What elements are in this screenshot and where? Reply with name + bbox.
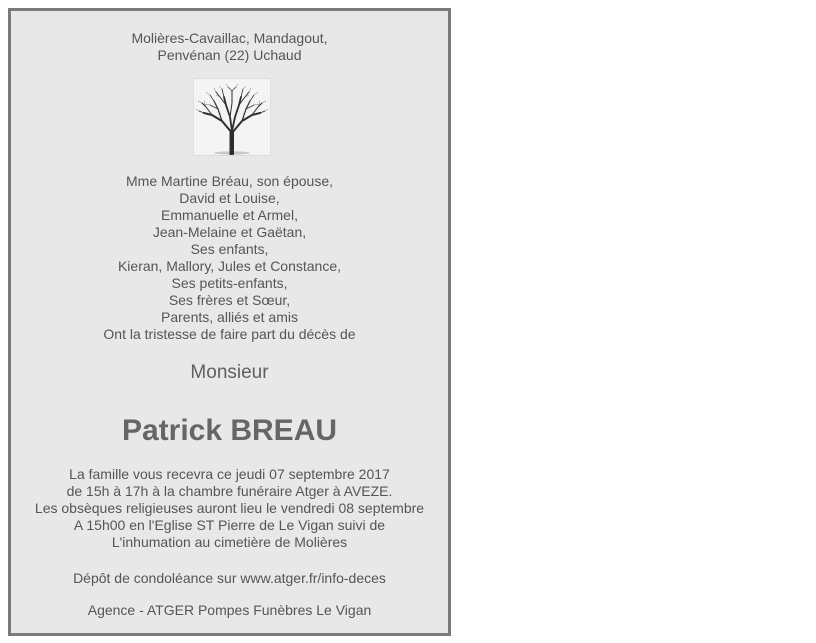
service-line: L'inhumation au cimetière de Molières <box>111 534 348 550</box>
deceased-name: Patrick BREAU <box>121 414 338 447</box>
service-details <box>11 466 448 551</box>
condolences-note: Dépôt de condoléance sur www.atger.fr/info-deces <box>73 570 386 586</box>
family-line: Emmanuelle et Armel, <box>161 207 298 223</box>
service-line: Les obsèques religieuses auront lieu le vendredi 08 septembre <box>34 500 425 516</box>
family-line: Ses frères et Sœur, <box>168 292 291 308</box>
service-line: A 15h00 en l'Eglise ST Pierre de Le Vigan suivi de <box>73 517 386 533</box>
service-line: La famille vous recevra ce jeudi 07 septembre 2017 <box>69 466 390 482</box>
family-line: Jean-Melaine et Gaëtan, <box>152 224 307 240</box>
honorific: Monsieur <box>190 362 269 383</box>
obituary-card <box>8 8 451 636</box>
bare-tree-icon <box>194 79 270 155</box>
family-line: Kieran, Mallory, Jules et Constance, <box>117 258 342 274</box>
family-announcement <box>11 173 448 343</box>
location-block <box>11 30 448 64</box>
family-line: Mme Martine Bréau, son épouse, <box>126 173 333 189</box>
family-line: Ont la tristesse de faire part du décès de <box>103 326 356 342</box>
agency-footer: Agence - ATGER Pompes Funèbres Le Vigan <box>87 602 372 618</box>
family-line: Ses enfants, <box>190 241 269 257</box>
service-line: de 15h à 17h à la chambre funéraire Atger à AVEZE. <box>66 483 393 499</box>
location-line-1: Molières-Cavaillac, Mandagout, <box>131 30 328 46</box>
family-line: David et Louise, <box>179 190 280 206</box>
family-line: Ses petits-enfants, <box>171 275 288 291</box>
family-line: Parents, alliés et amis <box>161 309 298 325</box>
tree-image <box>193 78 271 156</box>
location-line-2: Penvénan (22) Uchaud <box>157 47 302 63</box>
